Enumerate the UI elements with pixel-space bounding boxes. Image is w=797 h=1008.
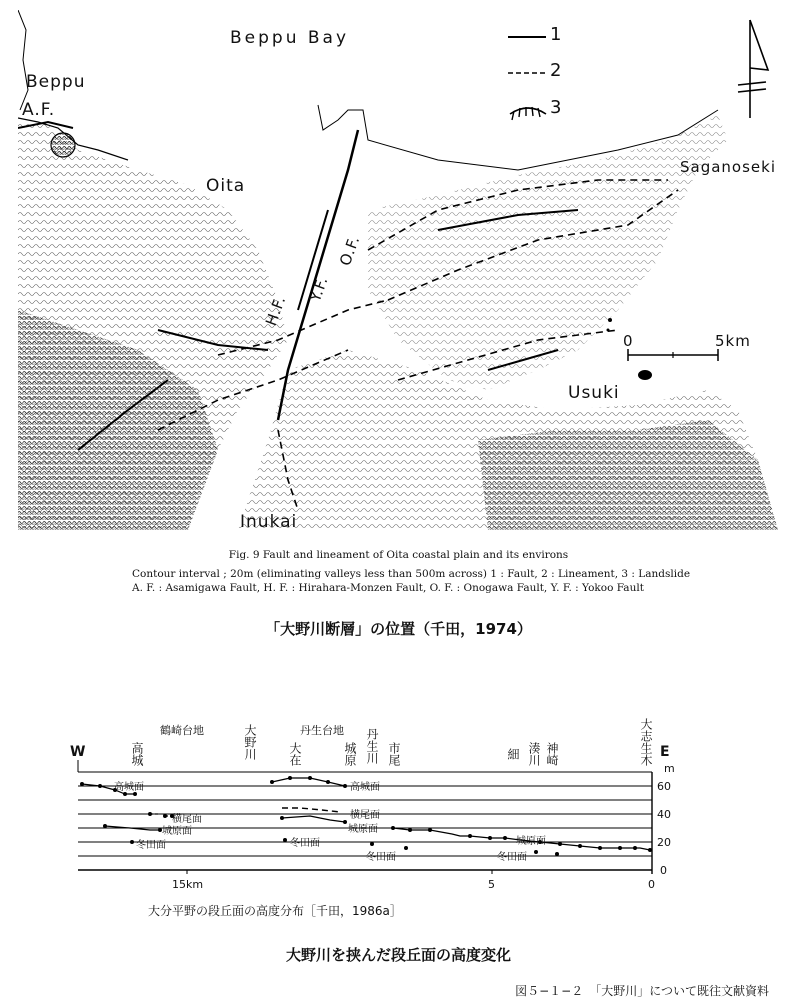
map-label-usuki: Usuki — [568, 383, 620, 403]
place-onogawa: 大野川 — [243, 724, 257, 760]
place-hoso: 細 — [506, 748, 520, 760]
surface-takajo-right: 高城面 — [350, 782, 380, 793]
x-tick-15km: 15km — [172, 878, 204, 891]
y-tick-20: 20 — [657, 836, 671, 849]
scale-start: 0 — [623, 332, 634, 350]
surface-yokoo-left: 横尾面 — [172, 814, 202, 825]
y-tick-60: 60 — [657, 780, 671, 793]
map-label-inukai: Inukai — [240, 512, 298, 532]
east-label: E — [660, 744, 670, 760]
x-tick-0: 0 — [648, 878, 655, 891]
profile-drawing — [60, 710, 760, 910]
y-tick-40: 40 — [657, 808, 671, 821]
x-tick-5: 5 — [488, 878, 495, 891]
place-jobaru: 城原 — [343, 742, 357, 766]
surface-fuyuda-3: 冬田面 — [366, 852, 396, 863]
upland-left-label: 鶴崎台地 — [160, 724, 204, 737]
place-oshiougi: 大志生木 — [639, 718, 653, 766]
place-ichio: 市尾 — [387, 742, 401, 766]
surface-takajo-left: 高城面 — [114, 782, 144, 793]
unit-label: m — [664, 762, 675, 775]
profile-subcaption: 大分平野の段丘面の高度分布［千田，1986a］ — [148, 904, 402, 918]
fault-map — [18, 10, 778, 530]
y-tick-0: 0 — [660, 864, 667, 877]
place-takajo: 高城 — [130, 742, 144, 766]
surface-yokoo-right: 横尾面 — [350, 810, 380, 821]
place-kozaki: 神崎 — [545, 742, 559, 766]
figure-caption-title: Fig. 9 Fault and lineament of Oita coastal plain and its environs — [228, 549, 569, 561]
map-drawing — [18, 10, 778, 530]
surface-jobaru-mid: 城原面 — [348, 824, 378, 835]
place-tanegawa: 湊川 — [527, 742, 541, 766]
map-label-beppu: Beppu — [26, 72, 86, 92]
map-label-yf: Y.F. — [306, 273, 332, 305]
surface-jobaru-left: 城原面 — [162, 826, 192, 837]
map-label-af: A.F. — [22, 100, 56, 120]
surface-jobaru-east: 城原面 — [516, 836, 546, 847]
surface-fuyuda-1: 冬田面 — [136, 840, 166, 851]
map-label-beppu-bay: Beppu Bay — [230, 28, 350, 48]
map-label-hf: H.F. — [262, 293, 290, 329]
map-label-of: O.F. — [336, 232, 364, 269]
scale-end: 5km — [715, 332, 751, 350]
surface-fuyuda-2: 冬田面 — [290, 838, 320, 849]
figure-caption-line3: A. F. : Asamigawa Fault, H. F. : Hirahara-Monzen Fault, O. F. : Onogawa Fault, Y. F. : Yokoo Fault — [132, 582, 644, 594]
profile-japanese-title: 大野川を挟んだ段丘面の高度変化 — [285, 946, 511, 964]
surface-fuyuda-4: 冬田面 — [497, 852, 527, 863]
place-niugawa: 丹生川 — [365, 728, 379, 764]
map-japanese-title: 「大野川断層」の位置（千田，1974） — [265, 620, 532, 638]
map-label-oita: Oita — [206, 176, 246, 196]
figure-caption-line2: Contour interval ; 20m (eliminating valleys less than 500m across) 1 : Fault, 2 : Lineament, 3 : Landslide — [132, 568, 691, 580]
legend-num-2: 2 — [550, 60, 563, 81]
map-label-saganoseki: Saganoseki — [680, 158, 777, 176]
place-oarizai: 大在 — [288, 742, 302, 766]
west-label: W — [70, 744, 86, 760]
north-arrow-icon — [738, 20, 768, 118]
page-footer: 図５−１−２ 「大野川」について既往文献資料 — [515, 984, 769, 998]
legend-num-3: 3 — [550, 97, 563, 118]
legend-num-1: 1 — [550, 24, 563, 45]
upland-right-label: 丹生台地 — [300, 724, 344, 737]
terrace-profile-chart — [60, 710, 760, 910]
